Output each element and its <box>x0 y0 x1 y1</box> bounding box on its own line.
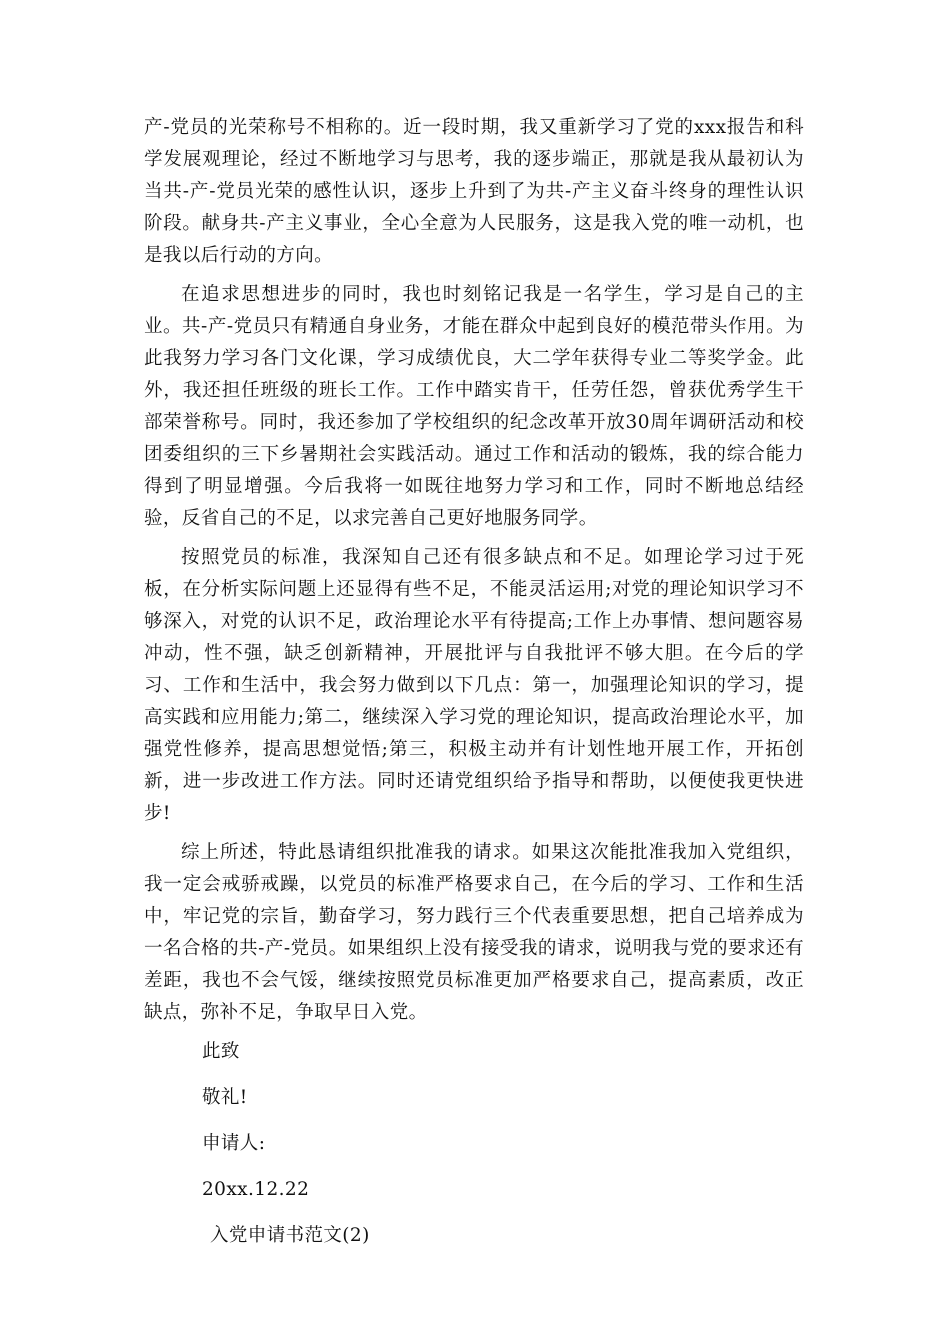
document-page <box>144 112 804 1252</box>
paragraph-shortcomings: 按照党员的标准，我深知自己还有很多缺点和不足。如理论学习过于死板，在分析实际问题上还显得有些不足，不能灵活运用;对党的理论知识学习不够深入，对党的认识不足，政治理论水平有待提高;工作上办事情、想问题容易冲动，性不强，缺乏创新精神，开展批评与自我批评不够大胆。在今后的学习、工作和生活中，我会努力做到以下几点：第一，加强理论知识的学习，提高实践和应用能力;第二，继续深入学习党的理论知识，提高政治理论水平，加强党性修养，提高思想觉悟;第三，积极主动并有计划性地开展工作，开拓创新，进一步改进工作方法。同时还请党组织给予指导和帮助，以便使我更快进步! <box>144 547 804 824</box>
paragraph-study: 在追求思想进步的同时，我也时刻铭记我是一名学生，学习是自己的主业。共-产-党员只有精通自身业务，才能在群众中起到良好的模范带头作用。为此我努力学习各门文化课，学习成绩优良，大二学年获得专业二等奖学金。此外，我还担任班级的班长工作。工作中踏实肯干，任劳任怨，曾获优秀学生干部荣誉称号。同时，我还参加了学校组织的纪念改革开放30周年调研活动和校团委组织的三下乡暑期社会实践活动。通过工作和活动的锻炼，我的综合能力得到了明显增强。今后我将一如既往地努力学习和工作，同时不断地总结经验，反省自己的不足，以求完善自己更好地服务同学。 <box>144 284 804 529</box>
paragraph-conclusion: 综上所述，特此恳请组织批准我的请求。如果这次能批准我加入党组织，我一定会戒骄戒躁，以党员的标准严格要求自己，在今后的学习、工作和生活中，牢记党的宗旨，勤奋学习，努力践行三个代表重要思想，把自己培养成为一名合格的共-产-党员。如果组织上没有接受我的请求，说明我与党的要求还有差距，我也不会气馁，继续按照党员标准更加严格要求自己，提高素质，改正缺点，弥补不足，争取早日入党。 <box>144 842 804 1023</box>
application-date: 20xx.12.22 <box>202 1179 310 1200</box>
closing-salutation: 此致 <box>202 1041 240 1062</box>
applicant-label: 申请人: <box>202 1133 266 1154</box>
paragraph-continued: 产-党员的光荣称号不相称的。近一段时期，我又重新学习了党的xxx报告和科学发展观理论，经过不断地学习与思考，我的逐步端正，那就是我从最初认为当共-产-党员光荣的感性认识，逐步上升到了为共-产主义奋斗终身的理性认识阶段。献身共-产主义事业，全心全意为人民服务，这是我入党的唯一动机，也是我以后行动的方向。 <box>144 117 804 266</box>
closing-respect: 敬礼! <box>202 1087 248 1108</box>
next-section-title: 入党申请书范文(2) <box>210 1225 370 1246</box>
